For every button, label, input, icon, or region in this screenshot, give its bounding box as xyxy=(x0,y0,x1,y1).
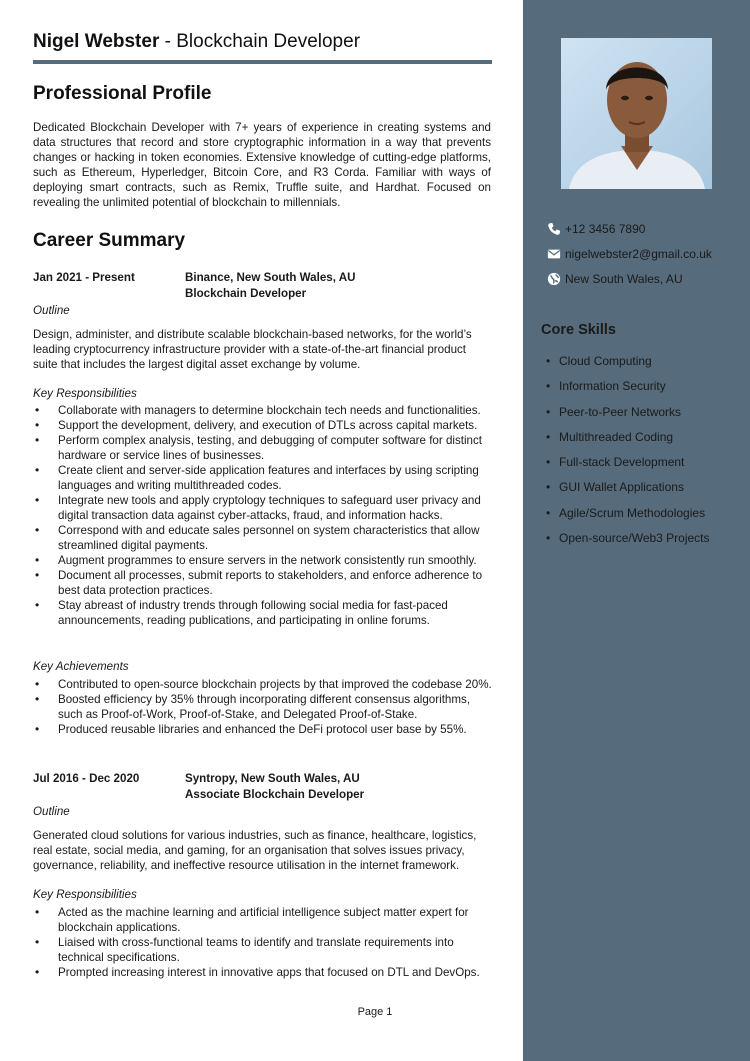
job-company: Binance, New South Wales, AU xyxy=(185,271,356,284)
list-item: • Acted as the machine learning and artificial intelligence subject matter expert for blockchain applications. xyxy=(33,905,493,935)
skill-item: • Agile/Scrum Methodologies xyxy=(541,504,710,529)
location-text: New South Wales, AU xyxy=(565,272,683,286)
list-item: • Collaborate with managers to determine blockchain tech needs and functionalities. xyxy=(33,403,493,418)
list-item: • Document all processes, submit reports to stakeholders, and enforce adherence to best data protection practices. xyxy=(33,568,493,598)
job-role: Blockchain Developer xyxy=(185,286,307,300)
responsibilities-label: Key Responsibilities xyxy=(33,888,137,901)
envelope-icon xyxy=(547,247,561,261)
list-item: • Liaised with cross-functional teams to identify and translate requirements into technical specifications. xyxy=(33,935,493,965)
name-title xyxy=(33,31,360,53)
list-item: • Correspond with and educate sales personnel on system characteristics that allow streamlined digital payments. xyxy=(33,523,493,553)
responsibilities-list xyxy=(33,403,493,628)
contact-phone xyxy=(547,222,645,236)
list-item: • Contributed to open-source blockchain projects by that improved the codebase 20%. xyxy=(33,677,493,692)
list-item: • Perform complex analysis, testing, and debugging of computer software for distinct hardware or service lines of businesses. xyxy=(33,433,493,463)
list-item: • Stay abreast of industry trends through following social media for fast-paced announcements, reading publications, and participating in online forums. xyxy=(33,598,493,628)
job-company: Syntropy, New South Wales, AU xyxy=(185,772,360,785)
skill-item: • Information Security xyxy=(541,377,710,402)
header-divider xyxy=(33,60,492,64)
skill-item: • Multithreaded Coding xyxy=(541,428,710,453)
job-role: Associate Blockchain Developer xyxy=(185,787,365,801)
profile-photo xyxy=(561,38,712,189)
contact-email xyxy=(547,247,712,261)
skills-heading: Core Skills xyxy=(541,322,616,338)
skill-item: • GUI Wallet Applications xyxy=(541,478,710,503)
responsibilities-list xyxy=(33,905,493,980)
email-address: nigelwebster2@gmail.co.uk xyxy=(565,247,712,261)
career-heading: Career Summary xyxy=(33,230,186,251)
achievements-list xyxy=(33,677,493,737)
globe-icon xyxy=(547,272,561,286)
skill-item: • Open-source/Web3 Projects xyxy=(541,529,710,554)
list-item: • Support the development, delivery, and execution of DTLs across capital markets. xyxy=(33,418,493,433)
achievements-label: Key Achievements xyxy=(33,660,129,673)
page-number: Page 1 xyxy=(357,1006,393,1018)
skill-item: • Cloud Computing xyxy=(541,352,710,377)
phone-icon xyxy=(547,222,561,236)
list-item: • Integrate new tools and apply cryptology techniques to safeguard user privacy and digital transaction data against cyber-attacks, fraud, and information hacks. xyxy=(33,493,493,523)
title-separator: - xyxy=(159,31,177,52)
list-item: • Produced reusable libraries and enhanced the DeFi protocol user base by 55%. xyxy=(33,722,493,737)
job-dates: Jul 2016 - Dec 2020 xyxy=(33,772,140,785)
skill-item: • Full-stack Development xyxy=(541,453,710,478)
phone-number: +12 3456 7890 xyxy=(565,222,646,236)
profile-heading: Professional Profile xyxy=(33,83,212,104)
list-item: • Augment programmes to ensure servers in the network consistently run smoothly. xyxy=(33,553,493,568)
job-outline: Generated cloud solutions for various industries, such as finance, healthcare, logistics, real estate, social media, and gaming, for an organisation that solves issues privacy, governance, reliability, and ineffective resource utilisation in the internet framework. xyxy=(33,829,477,872)
list-item: • Create client and server-side application features and interfaces by using scripting languages and writing multithreaded codes. xyxy=(33,463,493,493)
candidate-name: Nigel Webster xyxy=(33,31,160,52)
contact-location xyxy=(547,272,683,286)
responsibilities-label: Key Responsibilities xyxy=(33,387,137,400)
skills-list xyxy=(541,352,710,554)
outline-label: Outline xyxy=(33,805,70,818)
job-dates: Jan 2021 - Present xyxy=(33,271,135,284)
job-title: Blockchain Developer xyxy=(176,31,361,52)
list-item: • Boosted efficiency by 35% through incorporating different consensus algorithms, such as Proof-of-Work, Proof-of-Stake, and Delegated Proof-of-Stake. xyxy=(33,692,493,722)
skill-item: • Peer-to-Peer Networks xyxy=(541,403,710,428)
list-item: • Prompted increasing interest in innovative apps that focused on DTL and DevOps. xyxy=(33,965,493,980)
profile-text: Dedicated Blockchain Developer with 7+ years of experience in creating systems and data structures that record and store cryptographic information in a way that prevents changes or hacking in token economies. Extensive knowledge of cutting-edge platforms, such as Ethereum, Hyperledger, Bitcoin Core, and R3 Corda. Familiar with ways of deploying smart contracts, such as Remix, Truffle suite, and Hardhat. Focused on revealing the unlimited potential of blockchain to millennials. xyxy=(33,121,491,209)
outline-label: Outline xyxy=(33,304,70,317)
job-outline: Design, administer, and distribute scalable blockchain-based networks, for the world’s leading cryptocurrency infrastructure provider with a state-of-the-art financial product suite that includes the largest digital asset exchange by volume. xyxy=(33,328,472,371)
